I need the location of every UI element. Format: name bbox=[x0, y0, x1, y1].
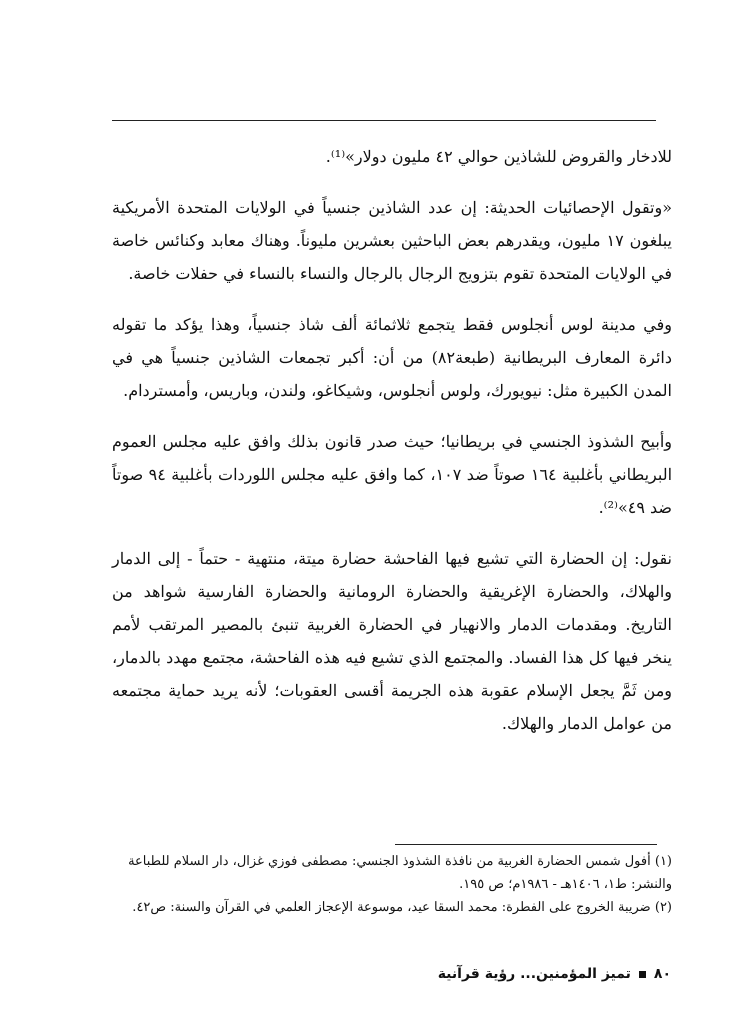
main-text bbox=[112, 140, 672, 758]
paragraph: للادخار والقروض للشاذين حوالي ٤٢ مليون دولار»⁽¹⁾. bbox=[325, 147, 672, 166]
footnote: (١) أفول شمس الحضارة الغربية من نافذة الشذوذ الجنسي: مصطفى فوزي غزال، دار السلام للطباعة والنشر: ط١، ١٤٠٦هـ - ١٩٨٦م؛ ص ١٩٥. bbox=[128, 854, 672, 892]
paragraph: نقول: إن الحضارة التي تشيع فيها الفاحشة حضارة ميتة، منتهية - حتماً - إلى الدمار والهلاك، والحضارة الإغريقية والحضارة الرومانية والحضارة الفارسية شواهد من التاريخ. ومقدمات الدمار والانهيار في الحضارة الغربية تنبئ بالمصير المرتقب لأمم ينخر فيها كل هذا الفساد. والمجتمع الذي تشيع فيه هذه الفاحشة، مجتمع مهدد بالدمار، ومن ثَمَّ يجعل الإسلام عقوبة هذه الجريمة أقسى العقوبات؛ لأنه يريد حماية مجتمعه من عوامل الدمار والهلاك. bbox=[112, 549, 672, 733]
paragraph: وفي مدينة لوس أنجلوس فقط يتجمع ثلاثمائة ألف شاذ جنسياً، وهذا يؤكد ما تقوله دائرة المعارف البريطانية (طبعة٨٢) من أن: أكبر تجمعات الشاذين جنسياً هي في المدن الكبيرة مثل: نيويورك، ولوس أنجلوس، وشيكاغو، ولندن، وباريس، وأمستردام. bbox=[112, 315, 672, 400]
paragraph: «وتقول الإحصائيات الحديثة: إن عدد الشاذين جنسياً في الولايات المتحدة الأمريكية يبلغون ١٧ مليون، ويقدرهم بعض الباحثين بعشرين مليوناً. وهناك معابد وكنائس خاصة في الولايات المتحدة تقوم بتزويج الرجال بالرجال والنساء بالنساء في حفلات خاصة. bbox=[112, 198, 672, 283]
running-title: تميز المؤمنين... رؤية قرآنية bbox=[437, 966, 631, 982]
square-bullet-icon bbox=[639, 971, 646, 978]
header-rule bbox=[112, 120, 656, 121]
footnotes bbox=[112, 850, 672, 919]
paragraph: وأبيح الشذوذ الجنسي في بريطانيا؛ حيث صدر قانون بذلك وافق عليه مجلس العموم البريطاني بأغلبية ١٦٤ صوتاً ضد ١٠٧، كما وافق عليه مجلس اللوردات بأغلبية ٩٤ صوتاً ضد ٤٩»⁽²⁾. bbox=[112, 432, 673, 517]
footnote: (٢) ضريبة الخروج على الفطرة: محمد السقا عيد، موسوعة الإعجاز العلمي في القرآن والسنة: ص٤٢. bbox=[132, 900, 672, 915]
page-footer bbox=[438, 966, 671, 982]
footnote-rule bbox=[395, 844, 657, 845]
page-number: ٨٠ bbox=[653, 966, 671, 982]
